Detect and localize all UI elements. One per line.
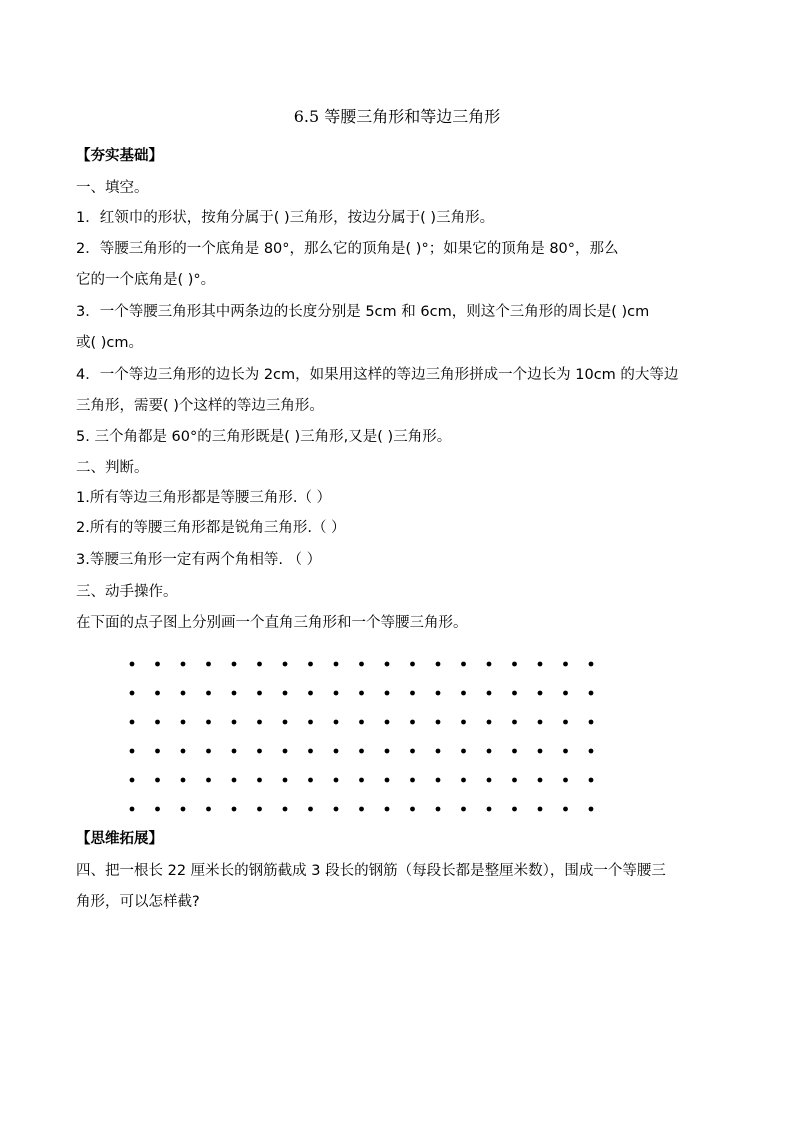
grid-dot[interactable] xyxy=(589,691,594,696)
grid-dot[interactable] xyxy=(385,662,390,667)
question-1-4-line2: 三角形，需要( )个这样的等边三角形。 xyxy=(76,398,324,414)
grid-dot[interactable] xyxy=(334,749,339,754)
grid-dot[interactable] xyxy=(436,691,441,696)
grid-dot[interactable] xyxy=(461,807,466,812)
question-1-3-line1: 3．一个等腰三角形其中两条边的长度分别是 5cm 和 6cm，则这个三角形的周长是( )cm xyxy=(76,304,650,320)
grid-dot[interactable] xyxy=(410,807,415,812)
grid-dot[interactable] xyxy=(487,691,492,696)
question-4-line2: 角形，可以怎样截? xyxy=(76,894,200,910)
grid-dot[interactable] xyxy=(181,662,186,667)
grid-dot[interactable] xyxy=(181,720,186,725)
grid-dot[interactable] xyxy=(359,807,364,812)
grid-dot[interactable] xyxy=(130,778,135,783)
grid-dot[interactable] xyxy=(206,778,211,783)
grid-dot[interactable] xyxy=(130,691,135,696)
grid-dot[interactable] xyxy=(461,778,466,783)
grid-dot[interactable] xyxy=(155,720,160,725)
part2-heading: 二、判断。 xyxy=(76,460,149,476)
grid-dot[interactable] xyxy=(283,720,288,725)
grid-dot[interactable] xyxy=(257,691,262,696)
grid-dot[interactable] xyxy=(410,720,415,725)
grid-dot[interactable] xyxy=(436,807,441,812)
grid-dot[interactable] xyxy=(359,749,364,754)
grid-dot[interactable] xyxy=(385,720,390,725)
grid-dot[interactable] xyxy=(334,807,339,812)
grid-dot[interactable] xyxy=(385,778,390,783)
grid-dot[interactable] xyxy=(512,807,517,812)
grid-dot[interactable] xyxy=(181,778,186,783)
grid-dot[interactable] xyxy=(589,778,594,783)
grid-dot[interactable] xyxy=(308,662,313,667)
grid-dot[interactable] xyxy=(563,662,568,667)
question-1-5: 5. 三个角都是 60°的三角形既是( )三角形,又是( )三角形。 xyxy=(76,429,452,445)
grid-dot[interactable] xyxy=(385,749,390,754)
grid-dot[interactable] xyxy=(283,807,288,812)
grid-dot[interactable] xyxy=(181,807,186,812)
grid-dot[interactable] xyxy=(538,807,543,812)
grid-dot[interactable] xyxy=(283,778,288,783)
question-4-line1: 四、把一根长 22 厘米长的钢筋截成 3 段长的钢筋（每段长都是整厘米数），围成一个等腰三 xyxy=(76,863,666,879)
grid-dot[interactable] xyxy=(538,691,543,696)
grid-dot[interactable] xyxy=(257,778,262,783)
grid-dot[interactable] xyxy=(308,778,313,783)
grid-dot[interactable] xyxy=(538,662,543,667)
grid-dot[interactable] xyxy=(512,778,517,783)
grid-dot[interactable] xyxy=(359,662,364,667)
grid-dot[interactable] xyxy=(563,720,568,725)
grid-dot[interactable] xyxy=(206,720,211,725)
grid-dot[interactable] xyxy=(206,691,211,696)
grid-dot[interactable] xyxy=(232,778,237,783)
page-title: 6.5 等腰三角形和等边三角形 xyxy=(293,107,501,126)
grid-dot[interactable] xyxy=(410,662,415,667)
grid-dot[interactable] xyxy=(461,691,466,696)
grid-dot[interactable] xyxy=(155,807,160,812)
grid-dot[interactable] xyxy=(232,720,237,725)
grid-dot[interactable] xyxy=(436,749,441,754)
grid-dot[interactable] xyxy=(308,749,313,754)
grid-dot[interactable] xyxy=(308,720,313,725)
grid-dot[interactable] xyxy=(359,778,364,783)
grid-dot[interactable] xyxy=(257,749,262,754)
grid-dot[interactable] xyxy=(410,778,415,783)
grid-dot[interactable] xyxy=(589,749,594,754)
grid-dot[interactable] xyxy=(257,662,262,667)
question-1-2-line1: 2．等腰三角形的一个底角是 80°，那么它的顶角是( )°；如果它的顶角是 80°，那么 xyxy=(76,241,619,257)
grid-dot[interactable] xyxy=(334,778,339,783)
grid-dot[interactable] xyxy=(436,720,441,725)
dot-grid[interactable] xyxy=(124,656,604,821)
grid-dot[interactable] xyxy=(563,749,568,754)
grid-dot[interactable] xyxy=(181,691,186,696)
grid-dot[interactable] xyxy=(512,691,517,696)
grid-dot[interactable] xyxy=(130,720,135,725)
question-2-1: 1.所有等边三角形都是等腰三角形.（ ） xyxy=(76,490,332,506)
grid-dot[interactable] xyxy=(589,662,594,667)
grid-dot[interactable] xyxy=(538,778,543,783)
grid-dot[interactable] xyxy=(308,691,313,696)
grid-dot[interactable] xyxy=(130,662,135,667)
grid-dot[interactable] xyxy=(155,691,160,696)
grid-dot[interactable] xyxy=(512,662,517,667)
grid-dot[interactable] xyxy=(155,778,160,783)
grid-dot[interactable] xyxy=(512,749,517,754)
grid-dot[interactable] xyxy=(410,749,415,754)
question-2-2: 2.所有的等腰三角形都是锐角三角形.（ ） xyxy=(76,520,346,536)
part1-heading: 一、填空。 xyxy=(76,180,149,196)
grid-dot[interactable] xyxy=(385,807,390,812)
grid-dot[interactable] xyxy=(538,749,543,754)
grid-dot[interactable] xyxy=(487,720,492,725)
grid-dot[interactable] xyxy=(359,691,364,696)
grid-dot[interactable] xyxy=(487,778,492,783)
grid-dot[interactable] xyxy=(283,691,288,696)
grid-dot[interactable] xyxy=(487,807,492,812)
grid-dot[interactable] xyxy=(512,720,517,725)
grid-dot[interactable] xyxy=(257,720,262,725)
grid-dot[interactable] xyxy=(385,691,390,696)
grid-dot[interactable] xyxy=(155,662,160,667)
grid-dot[interactable] xyxy=(181,749,186,754)
grid-dot[interactable] xyxy=(334,691,339,696)
section-basic-heading: 【夯实基础】 xyxy=(76,148,163,164)
grid-dot[interactable] xyxy=(487,749,492,754)
grid-dot[interactable] xyxy=(283,662,288,667)
question-1-4-line1: 4．一个等边三角形的边长为 2cm，如果用这样的等边三角形拼成一个边长为 10cm 的大等边 xyxy=(76,367,679,383)
grid-dot[interactable] xyxy=(206,807,211,812)
grid-dot[interactable] xyxy=(232,749,237,754)
grid-dot[interactable] xyxy=(589,807,594,812)
grid-dot[interactable] xyxy=(436,778,441,783)
grid-dot[interactable] xyxy=(563,778,568,783)
grid-dot[interactable] xyxy=(257,807,262,812)
part3-instruction: 在下面的点子图上分别画一个直角三角形和一个等腰三角形。 xyxy=(76,615,468,631)
grid-dot[interactable] xyxy=(308,807,313,812)
grid-dot[interactable] xyxy=(563,807,568,812)
grid-dot[interactable] xyxy=(410,691,415,696)
grid-dot[interactable] xyxy=(461,720,466,725)
grid-dot[interactable] xyxy=(563,691,568,696)
grid-dot[interactable] xyxy=(232,807,237,812)
grid-dot[interactable] xyxy=(538,720,543,725)
section-extend-heading: 【思维拓展】 xyxy=(76,831,163,847)
grid-dot[interactable] xyxy=(206,749,211,754)
question-2-3: 3.等腰三角形一定有两个角相等. （ ） xyxy=(76,552,322,568)
grid-dot[interactable] xyxy=(283,749,288,754)
part3-heading: 三、动手操作。 xyxy=(76,584,178,600)
question-1-2-line2: 它的一个底角是( )°。 xyxy=(76,272,216,288)
grid-dot[interactable] xyxy=(461,662,466,667)
grid-dot[interactable] xyxy=(232,691,237,696)
grid-dot[interactable] xyxy=(461,749,466,754)
grid-dot[interactable] xyxy=(155,749,160,754)
grid-dot[interactable] xyxy=(334,720,339,725)
grid-dot[interactable] xyxy=(589,720,594,725)
grid-dot[interactable] xyxy=(334,662,339,667)
grid-dot[interactable] xyxy=(436,662,441,667)
grid-dot[interactable] xyxy=(206,662,211,667)
grid-dot[interactable] xyxy=(232,662,237,667)
grid-dot[interactable] xyxy=(130,749,135,754)
question-1-1: 1．红领巾的形状，按角分属于( )三角形，按边分属于( )三角形。 xyxy=(76,210,495,226)
grid-dot[interactable] xyxy=(359,720,364,725)
grid-dot[interactable] xyxy=(130,807,135,812)
question-1-3-line2: 或( )cm。 xyxy=(76,335,144,351)
grid-dot[interactable] xyxy=(487,662,492,667)
